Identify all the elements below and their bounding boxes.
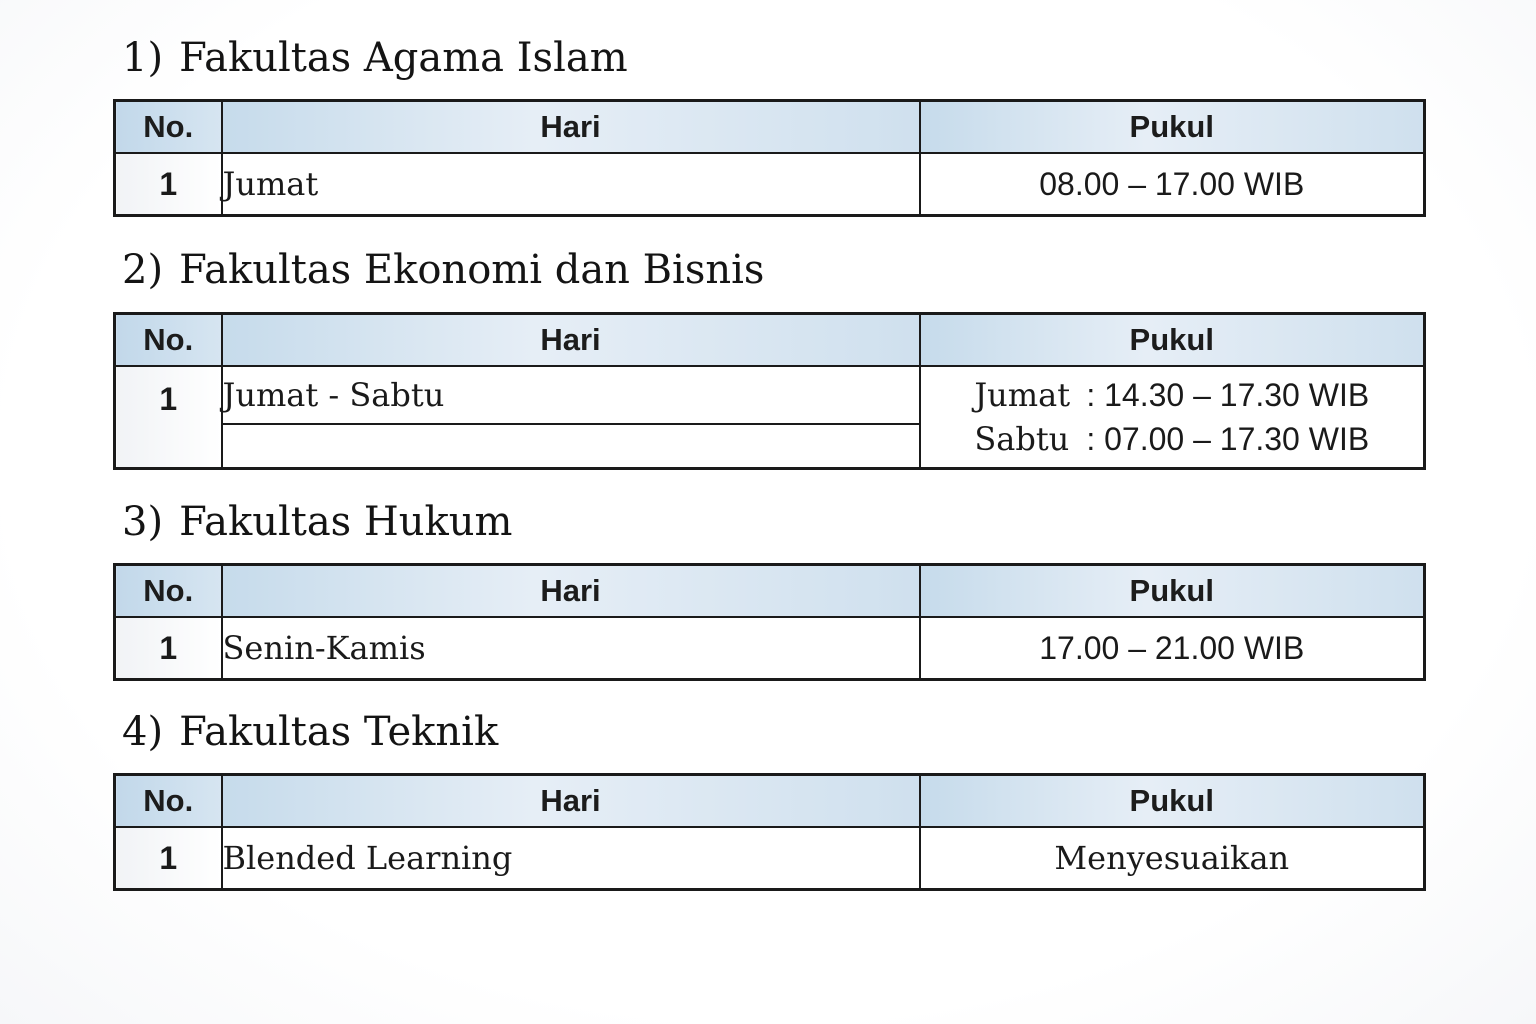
pukul-time: : 07.00 – 17.30 WIB [1086,421,1370,457]
column-header-hari: Hari [222,314,920,367]
column-header-no: No. [115,565,222,618]
row-pukul: Menyesuaikan [920,827,1425,890]
row-pukul [920,366,1425,469]
row-hari: Jumat [222,153,920,216]
section-number: 2) [122,247,164,293]
table-row [115,617,1425,680]
section-title-ekonomi-bisnis [122,247,765,293]
row-hari: Senin-Kamis [222,617,920,680]
column-header-pukul: Pukul [920,775,1425,828]
row-hari: Jumat - Sabtu [222,366,920,424]
schedule-table-teknik [113,773,1426,891]
row-pukul: 17.00 – 21.00 WIB [920,617,1425,680]
column-header-hari: Hari [222,101,920,154]
row-hari-empty [222,424,920,469]
schedule-table-hukum [113,563,1426,681]
section-title-hukum [122,499,513,545]
column-header-hari: Hari [222,775,920,828]
section-number: 1) [122,35,164,81]
pukul-line-jumat [974,373,1369,417]
section-title-text: Fakultas Teknik [179,709,499,755]
table-header-row [115,775,1425,828]
section-number: 4) [122,709,164,755]
row-number: 1 [115,153,222,216]
section-title-text: Fakultas Agama Islam [179,35,628,81]
schedule-table-ekonomi-bisnis [113,312,1426,470]
row-number: 1 [115,827,222,890]
pukul-line-sabtu [974,417,1369,461]
section-number: 3) [122,499,164,545]
column-header-pukul: Pukul [920,101,1425,154]
column-header-no: No. [115,314,222,367]
schedule-table-agama-islam [113,99,1426,217]
column-header-no: No. [115,101,222,154]
row-number: 1 [115,617,222,680]
section-title-teknik [122,709,499,755]
table-row [115,366,1425,424]
row-hari: Blended Learning [222,827,920,890]
section-title-text: Fakultas Hukum [179,499,513,545]
row-number: 1 [115,366,222,469]
pukul-time: : 14.30 – 17.30 WIB [1086,377,1370,413]
column-header-hari: Hari [222,565,920,618]
table-header-row [115,314,1425,367]
pukul-day: Jumat [974,376,1071,414]
table-row [115,827,1425,890]
table-header-row [115,101,1425,154]
table-row [115,153,1425,216]
table-header-row [115,565,1425,618]
column-header-pukul: Pukul [920,565,1425,618]
pukul-lines [974,373,1369,461]
column-header-pukul: Pukul [920,314,1425,367]
section-title-agama-islam [122,35,628,81]
section-title-text: Fakultas Ekonomi dan Bisnis [179,247,765,293]
row-pukul: 08.00 – 17.00 WIB [920,153,1425,216]
column-header-no: No. [115,775,222,828]
pukul-day: Sabtu [974,420,1070,458]
